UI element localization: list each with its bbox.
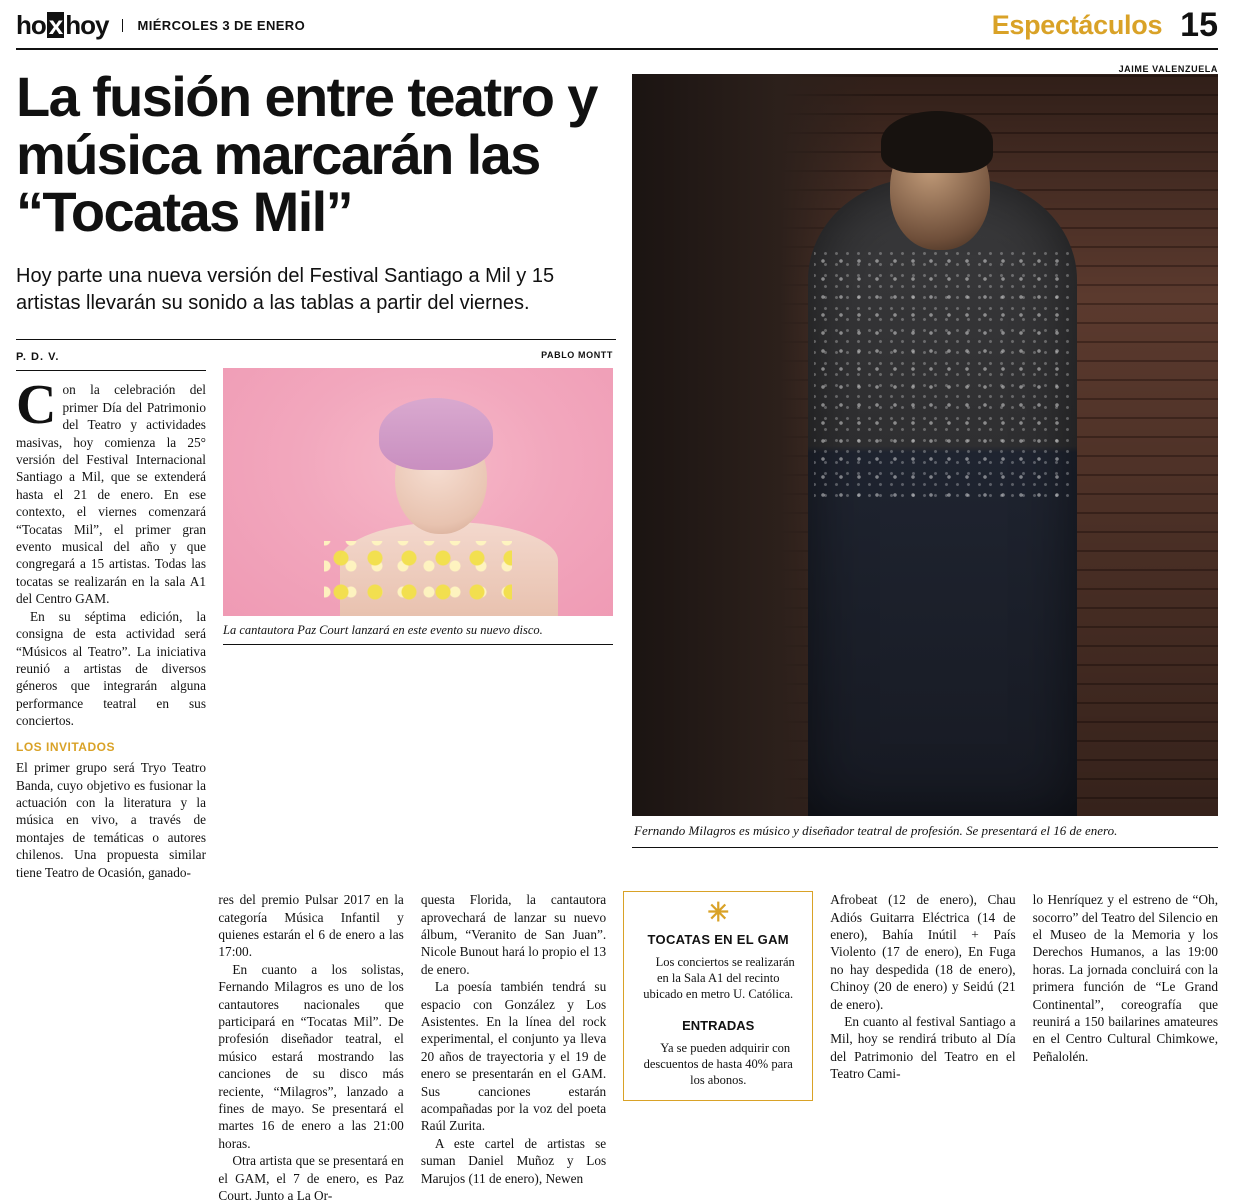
article-header-area <box>16 64 1218 881</box>
asterisk-icon: ✳ <box>707 897 730 928</box>
section-title: Espectáculos <box>991 9 1163 40</box>
info-box-subtext: Ya se pueden adquirir con descuentos de hasta 40% para los abonos. <box>643 1040 793 1088</box>
upper-body-columns <box>16 350 616 881</box>
byline: P. D. V. <box>16 350 206 371</box>
divider <box>16 339 616 340</box>
publication-logo <box>16 12 122 38</box>
info-box-text: Los conciertos se realizarán en la Sala A1 del recinto ubicado en metro U. Católica. <box>643 954 795 1002</box>
paragraph: El primer grupo será Tryo Teatro Banda, cuyo objetivo es fusionar la actuación con la literatura y la música en vivo, a través de montajes de temáticas o autores chilenos. Una propuesta similar tiene Teatro de Ocasión, ganado- <box>16 760 206 880</box>
issue-date: MIÉRCOLES 3 DE ENERO <box>122 19 305 32</box>
info-box-column <box>623 891 813 1101</box>
main-photo-column <box>632 64 1218 881</box>
body-column-3 <box>421 891 606 1187</box>
main-photo-caption: Fernando Milagros es músico y diseñador teatral de profesión. Se presentará el 16 de enero. <box>632 816 1218 848</box>
paragraph: En cuanto al festival Santiago a Mil, hoy se rendirá tributo al Día del Patrimonio del Teatro en el Teatro Cami- <box>830 1013 1016 1082</box>
photo-shape-flowers <box>324 541 511 605</box>
info-box-tocatas-gam <box>623 891 813 1101</box>
paragraph: A este cartel de artistas se suman Daniel Muñoz y Los Marujos (11 de enero), Newen <box>420 1135 607 1186</box>
masthead <box>16 0 1218 50</box>
lower-body-area <box>16 891 1218 1204</box>
body-column-2 <box>218 891 403 1204</box>
body-column-5 <box>1033 891 1218 1065</box>
inner-photo-paz-court <box>223 368 613 616</box>
photo-shape-turban <box>379 398 493 470</box>
paragraph: lo Henríquez y el estreno de “Oh, socorro” del Teatro del Silencio en el Museo de la Memoria y los Derechos Humanos, a las 19:00 horas. La jornada concluirá con la primera función de “Le Grand Continental”, coreografía que reunirá a 150 bailarines amateures en el Centro Cultural Chimkowe, Peñalolén. <box>1032 892 1219 1064</box>
inner-photo-wrap <box>223 368 543 645</box>
body-column-1 <box>16 350 206 881</box>
photo-shape-hair <box>881 111 993 173</box>
body-column-4 <box>830 891 1015 1082</box>
main-photo-fernando-milagros <box>632 74 1218 816</box>
drop-cap: C <box>16 374 57 437</box>
info-box-subtitle: ENTRADAS <box>682 1017 755 1033</box>
photo-shape-shirt-pattern <box>814 252 1072 504</box>
article-standfirst: Hoy parte una nueva versión del Festival Santiago a Mil y 15 artistas llevarán su sonido a las tablas a partir del viernes. <box>16 265 555 315</box>
logo-prefix: ho <box>16 10 46 40</box>
inner-photo-caption: La cantautora Paz Court lanzará en este evento su nuevo disco. <box>223 616 613 645</box>
inner-photo-credit: PABLO MONTT <box>541 350 613 361</box>
paragraph <box>16 374 206 607</box>
page-number: 15 <box>1180 6 1218 44</box>
logo-suffix: hoy <box>65 10 109 40</box>
main-photo-credit: JAIME VALENZUELA <box>1118 64 1218 74</box>
section-subhead: LOS INVITADOS <box>16 739 115 754</box>
paragraph: questa Florida, la cantautora aprovechará de lanzar su nuevo álbum, “Veranito de San Juan”. Nicole Bunout hará lo propio el 13 de enero. <box>420 892 607 977</box>
logo-x-mark: x <box>48 10 63 40</box>
paragraph: La poesía también tendrá su espacio con González y Los Asistentes. En la línea del rock experimental, el conjunto ya lleva 20 años de trayectoria y el 19 de enero se presentarán en el GAM. Sus canciones estarán acompañadas por la voz del poeta Raúl Zurita. <box>420 979 607 1134</box>
paragraph: res del premio Pulsar 2017 en la categoría Música Infantil y quienes estarán el 6 de enero a las 17:00. <box>218 892 404 960</box>
inner-photo-column <box>223 350 613 881</box>
paragraph: Afrobeat (12 de enero), Chau Adiós Guitarra Eléctrica (14 de enero), Bahía Inútil + País Violento (17 de enero), En Fuga no hay despedida (18 de enero), Chinoy (20 de enero) y Seidú (21 de enero). <box>830 892 1016 1012</box>
paragraph: En su séptima edición, la consigna de esta actividad será “Músicos al Teatro”. La iniciativa reunió a artistas de diversos géneros que integrarán alguna performance teatral en sus conciertos. <box>16 608 206 729</box>
paragraph-text: on la celebración del primer Día del Patrimonio del Teatro y actividades masivas, hoy comienza la 25° versión del Festival Internacional Santiago a Mil, que se extenderá hasta el 21 de enero. En ese contexto, el viernes comenzará “Tocatas Mil”, el primer gran evento musical del año y que congregará a 15 artistas. Todas las tocatas se realizarán en la sala A1 del Centro GAM. <box>16 382 206 607</box>
info-box-title: TOCATAS EN EL GAM <box>647 931 789 947</box>
paragraph: En cuanto a los solistas, Fernando Milagros es uno de los cantautores nacionales que participará en “Tocatas Mil”. De profesión diseñador teatral, el músico estará mostrando las canciones de su disco más reciente, “Milagros”, lanzado a fines de mayo. Se presentará el martes 16 de enero a las 21:00 horas. <box>218 961 404 1151</box>
paragraph: Otra artista que se presentará en el GAM, el 7 de enero, es Paz Court. Junto a La Or- <box>218 1153 404 1204</box>
headline-column <box>16 64 616 881</box>
page-title: La fusión entre teatro y música marcarán las “Tocatas Mil” <box>16 65 597 244</box>
